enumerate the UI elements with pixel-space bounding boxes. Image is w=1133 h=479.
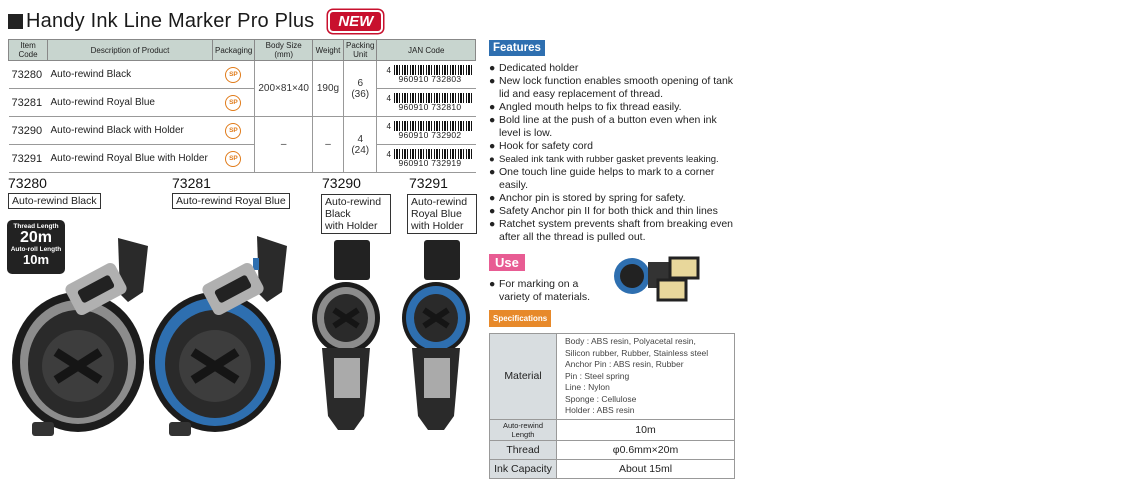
table-row	[490, 334, 735, 420]
product-label: Auto-rewind Black	[8, 193, 101, 209]
list-item: ● Dedicated holder	[489, 62, 579, 74]
row-code: 73291	[9, 145, 48, 173]
spec-value: 10m	[557, 419, 735, 440]
product-code: 73281	[172, 175, 211, 191]
spec-value: Body : ABS resin, Polyacetal resin, Silicon rubber, Rubber, Stainless steel Anchor Pin : ABS resin, Rubber Pin : Steel spring Line : Nylon Sponge : Cellulose Holder : ABS resin	[557, 334, 735, 420]
thread-length-badge: Thread Length 20m Auto-roll Length 10m	[7, 220, 65, 274]
spec-label: Ink Capacity	[490, 459, 557, 478]
spec-value: φ0.6mm×20m	[557, 440, 735, 459]
new-badge: NEW	[328, 10, 383, 33]
header-jan-code: JAN Code	[377, 40, 476, 61]
row-description: Auto-rewind Black	[48, 61, 213, 89]
features-list	[489, 62, 739, 244]
specifications-header: Specifications	[489, 310, 551, 327]
sp-package-icon: SP	[225, 95, 241, 111]
body-size: 200×81×40	[255, 61, 313, 117]
list-item: ● Anchor pin is stored by spring for safety.	[489, 192, 686, 204]
table-row	[490, 440, 735, 459]
spec-label: Thread	[490, 440, 557, 459]
spec-value: About 15ml	[557, 459, 735, 478]
barcode: 4 960910 732902	[380, 121, 472, 140]
page-title	[8, 8, 383, 34]
product-image-royal-blue	[145, 232, 295, 440]
product-image-black-holder	[308, 238, 388, 438]
product-label: Auto-rewind Royal Blue	[172, 193, 290, 209]
list-item: ● Safety Anchor pin II for both thick and thin lines	[489, 205, 718, 217]
barcode: 4 960910 732810	[380, 93, 472, 112]
sp-package-icon: SP	[225, 123, 241, 139]
product-image-black	[8, 232, 158, 440]
spec-label: Auto-rewind Length	[490, 419, 557, 440]
table-row	[9, 89, 476, 117]
features-header: Features	[489, 40, 545, 56]
packing-unit: 4 (24)	[343, 117, 376, 173]
row-description: Auto-rewind Royal Blue with Holder	[48, 145, 213, 173]
header-description: Description of Product	[48, 40, 213, 61]
row-code: 73290	[9, 117, 48, 145]
product-code: 73280	[8, 175, 47, 191]
use-image	[608, 250, 708, 306]
header-packing-unit: Packing Unit	[343, 40, 376, 61]
list-item: ● Angled mouth helps to fix thread easily.	[489, 101, 682, 113]
header-packaging: Packaging	[213, 40, 255, 61]
spec-label: Material	[490, 334, 557, 420]
sp-package-icon: SP	[225, 67, 241, 83]
header-body-size: Body Size (mm)	[255, 40, 313, 61]
product-code: 73291	[409, 175, 448, 191]
title-text: Handy Ink Line Marker Pro Plus	[26, 9, 315, 32]
list-item: ● One touch line guide helps to mark to a corner easily.	[489, 166, 715, 191]
list-item: ● Hook for safety cord	[489, 140, 593, 152]
product-code: 73290	[322, 175, 361, 191]
table-row	[9, 61, 476, 89]
body-size: –	[255, 117, 313, 173]
table-row	[9, 117, 476, 145]
list-item: ● Bold line at the push of a button even when ink level is low.	[489, 114, 717, 139]
row-description: Auto-rewind Royal Blue	[48, 89, 213, 117]
header-weight: Weight	[312, 40, 343, 61]
product-label: Auto-rewind Black with Holder	[321, 194, 391, 234]
product-table	[8, 39, 476, 173]
row-code: 73280	[9, 61, 48, 89]
weight: 190g	[312, 61, 343, 117]
sp-package-icon: SP	[225, 151, 241, 167]
list-item: ● Sealed ink tank with rubber gasket prevents leaking.	[489, 154, 719, 165]
table-row	[490, 419, 735, 440]
weight: –	[312, 117, 343, 173]
title-square-icon	[8, 14, 23, 29]
product-image-royal-blue-holder	[398, 238, 478, 438]
use-item: ● For marking on a variety of materials.	[489, 278, 591, 303]
use-header: Use	[489, 254, 525, 271]
barcode: 4 960910 732803	[380, 65, 472, 84]
table-row	[490, 459, 735, 478]
list-item: ● New lock function enables smooth opening of tank lid and easy replacement of thread.	[489, 75, 734, 100]
specifications-table	[489, 333, 735, 479]
table-row	[9, 145, 476, 173]
header-item-code: Item Code	[9, 40, 48, 61]
row-code: 73281	[9, 89, 48, 117]
row-description: Auto-rewind Black with Holder	[48, 117, 213, 145]
product-label: Auto-rewind Royal Blue with Holder	[407, 194, 477, 234]
barcode: 4 960910 732919	[380, 149, 472, 168]
packing-unit: 6 (36)	[343, 61, 376, 117]
list-item: ● Ratchet system prevents shaft from breaking even after all the thread is pulled out.	[489, 218, 734, 243]
